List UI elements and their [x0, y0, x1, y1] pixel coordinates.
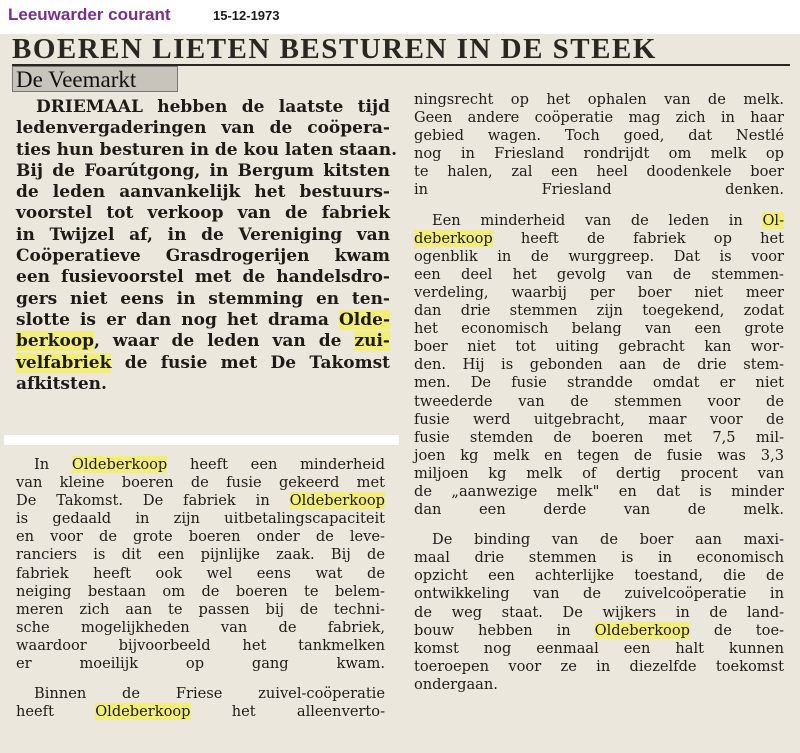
text-line: DRIEMAAL hebben de laatste tijd: [36, 97, 390, 117]
highlighted-term: Oldeberkoop: [71, 456, 168, 473]
text-line: De Takomst. De fabriek in Oldeberkoop: [16, 492, 385, 510]
paragraph: [414, 531, 784, 694]
text-line: ontwikkeling van de zuivelcoöperatie in: [414, 585, 784, 603]
text-line: boer niet tot uiting gebracht kan wor-: [414, 338, 784, 356]
text-line: dan drie stemmen zijn toegekend, zodat: [414, 302, 784, 320]
article-subheading: De Veemarkt: [12, 66, 178, 92]
text-line: de leden aanvankelijk het bestuurs-: [16, 182, 390, 203]
text-line: een deel het gevolg van de stemmen-: [414, 265, 784, 283]
text-line: in Friesland denken.: [414, 181, 784, 199]
text-line: Een minderheid van de leden in Ol-: [432, 211, 785, 229]
text-line: ogenblik in de wurggreep. Dat is voor: [414, 247, 784, 265]
text-line: Binnen de Friese zuivel-coöperatie: [34, 685, 385, 703]
text-line: deberkoop heeft de fabriek op het: [414, 229, 784, 247]
paragraph: [16, 456, 385, 673]
text-line: in Twijzel af, in de Vereniging van: [16, 224, 390, 245]
text-line: slotte is er dan nog het drama Olde-: [16, 309, 390, 330]
text-line: een fusievoorstel met de handelsdro-: [16, 267, 390, 288]
text-line: ledenvergaderingen van de coöpera-: [16, 118, 390, 139]
lead-paragraph: [16, 97, 398, 395]
text-line: tweederde van de stemmen voor de: [414, 392, 784, 410]
text-line: de „aanwezige melk" en dat is minder: [414, 482, 784, 500]
article-headline: BOEREN LIETEN BESTUREN IN DE STEEK: [12, 34, 790, 66]
highlighted-term: deberkoop: [414, 229, 493, 247]
text-line: heeft Oldeberkoop het alleenverto-: [16, 703, 386, 721]
text-line: fusie werd uitgebracht, maar voor de: [414, 410, 784, 428]
highlighted-term: Oldeberkoop: [95, 703, 191, 721]
text-line: is gedaald in zijn uitbetalingscapaciteit: [16, 510, 385, 528]
text-line: nog in Friesland rondrijdt om melk op: [414, 145, 784, 163]
left-body-column: [16, 456, 385, 721]
text-line: en voor de grote boeren onder de leve-: [16, 528, 385, 546]
text-line: joen kg melk en tegen de fusie was 3,3: [414, 446, 784, 464]
masthead: [0, 0, 800, 34]
text-line: neiging bestaan om de boeren te belem-: [16, 582, 385, 600]
paragraph: [414, 91, 784, 200]
highlighted-term: Oldeberkoop: [289, 492, 385, 510]
text-line: verdeling, waarbij per boer niet meer: [414, 283, 784, 301]
text-line: waardoor bijvoorbeeld het tankmelken: [16, 636, 385, 654]
text-line: maal drie stemmen is in economisch: [414, 549, 784, 567]
text-line: ningsrecht op het ophalen van de melk.: [414, 91, 784, 108]
text-line: te halen, zal een heel doodenkele boer: [414, 163, 784, 181]
newspaper-name: Leeuwarder courant: [8, 5, 171, 24]
text-line: bouw hebben in Oldeberkoop de toe-: [414, 621, 785, 639]
text-line: toeroepen voor ze in diezelfde toekomst: [414, 657, 784, 675]
text-line: De binding van de boer aan maxi-: [432, 531, 784, 549]
text-line: afkitsten.: [16, 373, 107, 394]
text-line: dan een derde van de melk.: [414, 501, 784, 519]
text-line: het economisch belang van een grote: [414, 320, 784, 338]
text-line: er moeilijk op gang kwam.: [16, 655, 385, 673]
highlighted-term: zui-: [354, 331, 390, 352]
text-line: Coöperatieve Grasdrogerijen kwam: [16, 246, 390, 267]
text-line: komst nog eenmaal een halt kunnen: [414, 639, 784, 657]
highlighted-term: Ol-: [762, 211, 785, 229]
text-line: fabriek heeft ook wel eens wat de: [16, 564, 385, 582]
text-line: Bij de Foarútgong, in Bergum kitsten: [16, 160, 390, 181]
publication-date: 15-12-1973: [213, 8, 280, 23]
text-line: sche mogelijkheden van de fabriek,: [16, 618, 385, 636]
text-line: gebied wagen. Toch goed, dat Nestlé: [414, 127, 784, 145]
text-line: ondergaan.: [414, 675, 498, 693]
text-line: ties hun besturen in de kou laten staan.: [16, 139, 398, 160]
text-line: miljoen kg melk of dertig procent van: [414, 464, 784, 482]
text-line: berkoop, waar de leden van de zui-: [16, 331, 390, 352]
text-line: gers niet eens in stemming en ten-: [16, 288, 390, 309]
paragraph: [414, 212, 784, 520]
column-divider: [4, 435, 399, 445]
text-line: ranciers is dit een pijnlijke zaak. Bij de: [16, 546, 385, 564]
text-line: de weg staat. De wijkers in de land-: [414, 603, 784, 621]
text-line: In Oldeberkoop heeft een minderheid: [34, 456, 386, 473]
text-line: den. Hij is gebonden aan de drie stem-: [414, 356, 784, 374]
text-line: meren zich aan te passen bij de techni-: [16, 600, 385, 618]
text-line: van kleine boeren de fusie gekeerd met: [16, 474, 385, 492]
paragraph: [16, 685, 385, 721]
highlighted-term: Olde-: [338, 309, 390, 330]
text-line: men. De fusie strandde omdat er niet: [414, 374, 784, 392]
text-line: fusie stemden de boeren met 7,5 mil-: [414, 428, 784, 446]
text-line: voorstel tot verkoop van de fabriek: [16, 203, 390, 224]
highlighted-term: Oldeberkoop: [594, 621, 690, 639]
text-line: Geen andere coöperatie mag zich in haar: [414, 109, 784, 127]
text-line: opzicht een achterlijke toestand, die de: [414, 567, 784, 585]
right-body-column: [414, 91, 784, 694]
text-line: velfabriek de fusie met De Takomst: [16, 352, 390, 373]
highlighted-term: berkoop: [16, 331, 95, 352]
highlighted-term: velfabriek: [16, 352, 112, 373]
